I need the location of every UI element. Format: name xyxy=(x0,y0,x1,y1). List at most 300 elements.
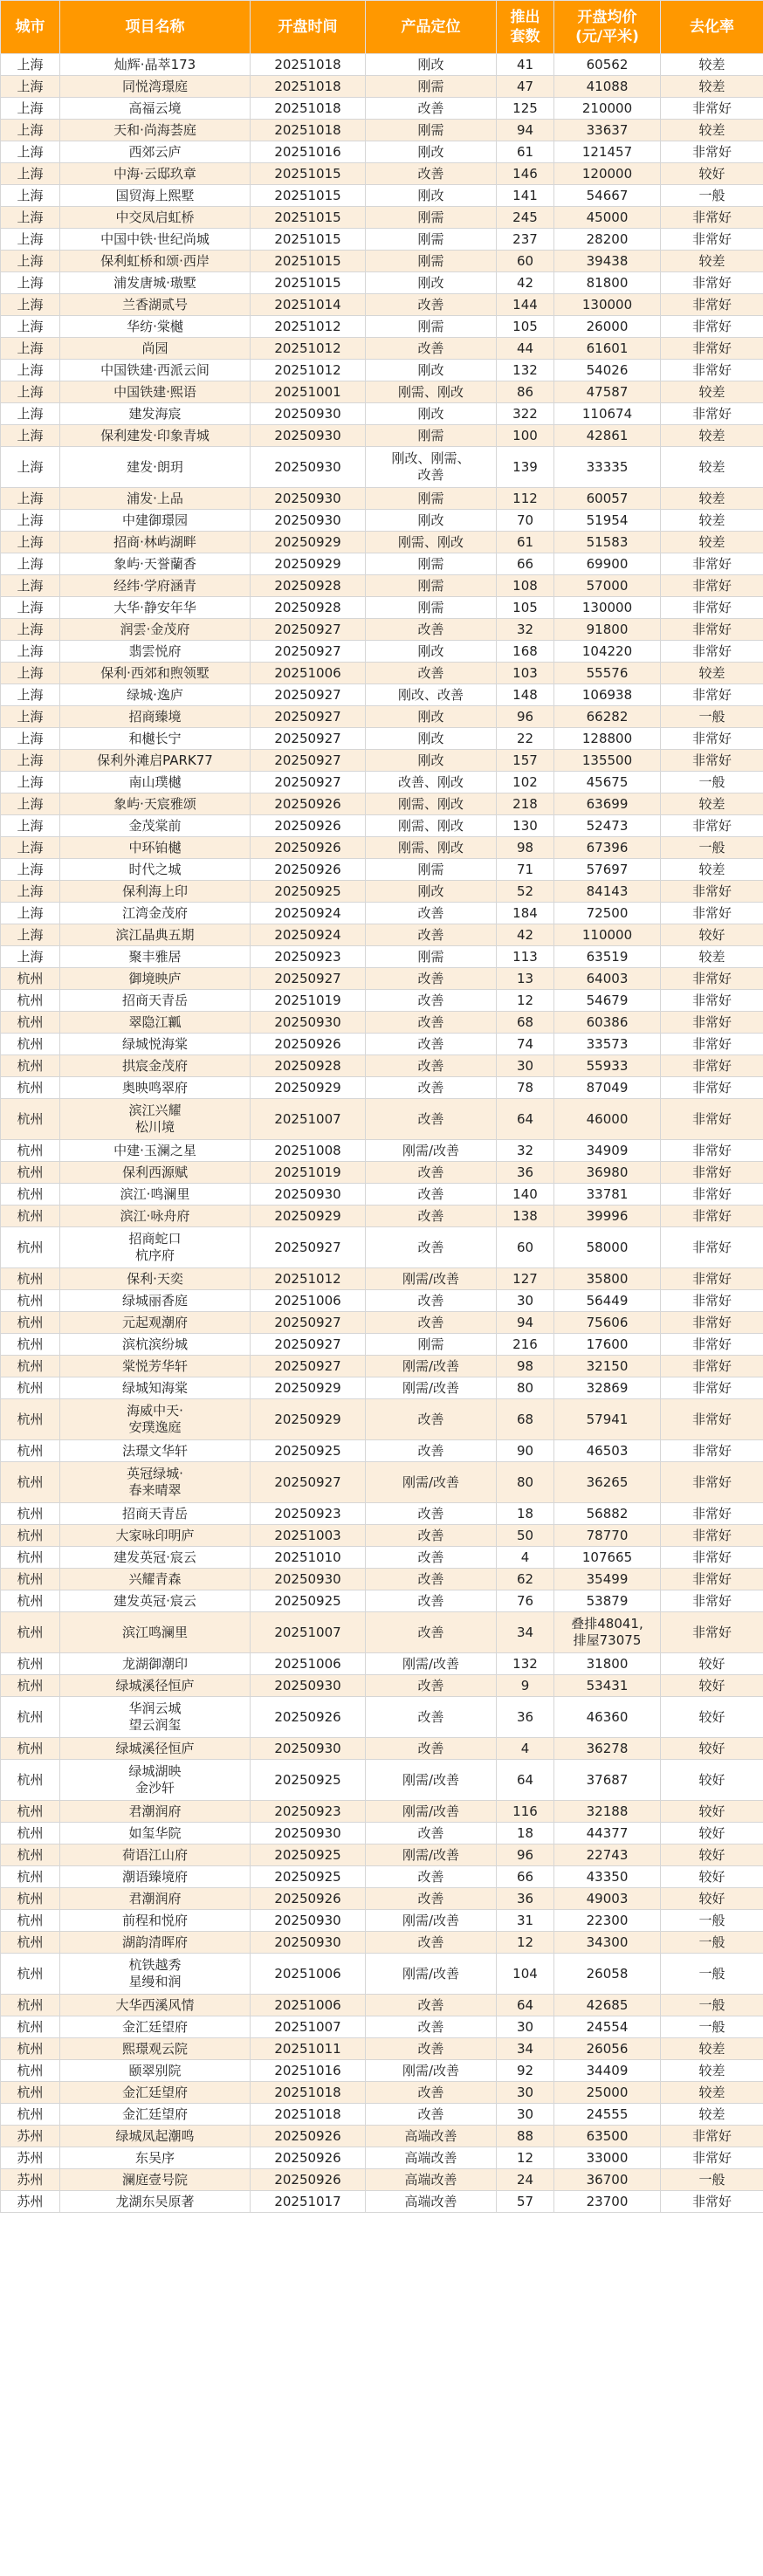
project-name-cell: 颐翠别院 xyxy=(60,2060,251,2082)
opening-date-cell: 20251015 xyxy=(251,251,366,272)
city-cell: 上海 xyxy=(1,881,60,903)
city-cell: 杭州 xyxy=(1,1738,60,1760)
opening-date-cell: 20251019 xyxy=(251,1162,366,1184)
units-cell: 80 xyxy=(497,1462,554,1503)
table-row xyxy=(1,859,763,881)
units-cell: 9 xyxy=(497,1675,554,1697)
table-row xyxy=(1,207,763,229)
rate-cell: 较差 xyxy=(661,381,763,403)
table-row xyxy=(1,425,763,447)
price-cell: 60386 xyxy=(554,1012,661,1034)
table-row xyxy=(1,750,763,772)
positioning-cell: 刚改 xyxy=(366,141,497,163)
rate-cell: 非常好 xyxy=(661,98,763,120)
units-cell: 130 xyxy=(497,815,554,837)
city-cell: 上海 xyxy=(1,316,60,338)
table-row xyxy=(1,1099,763,1140)
positioning-cell: 改善 xyxy=(366,1312,497,1334)
city-cell: 杭州 xyxy=(1,1099,60,1140)
table-row xyxy=(1,946,763,968)
rate-cell: 非常好 xyxy=(661,141,763,163)
units-cell: 88 xyxy=(497,2126,554,2147)
units-cell: 139 xyxy=(497,447,554,488)
header-product-positioning: 产品定位 xyxy=(366,1,497,54)
project-name-cell: 招商天青岳 xyxy=(60,1503,251,1525)
opening-date-cell: 20251019 xyxy=(251,990,366,1012)
positioning-cell: 改善 xyxy=(366,1399,497,1440)
table-row xyxy=(1,706,763,728)
table-row xyxy=(1,1697,763,1738)
rate-cell: 非常好 xyxy=(661,1612,763,1653)
price-cell: 37687 xyxy=(554,1760,661,1801)
project-name-cell: 杭铁越秀 星缦和润 xyxy=(60,1954,251,1995)
project-name-cell: 中国铁建·熙语 xyxy=(60,381,251,403)
city-cell: 杭州 xyxy=(1,1823,60,1844)
city-cell: 上海 xyxy=(1,488,60,510)
price-cell: 26058 xyxy=(554,1954,661,1995)
opening-date-cell: 20251014 xyxy=(251,294,366,316)
units-cell: 108 xyxy=(497,575,554,597)
units-cell: 98 xyxy=(497,837,554,859)
units-cell: 50 xyxy=(497,1525,554,1547)
table-row xyxy=(1,1334,763,1356)
table-row xyxy=(1,1954,763,1995)
table-row xyxy=(1,76,763,98)
table-row xyxy=(1,1356,763,1377)
opening-date-cell: 20250930 xyxy=(251,403,366,425)
city-cell: 杭州 xyxy=(1,1954,60,1995)
rate-cell: 非常好 xyxy=(661,903,763,924)
opening-date-cell: 20250926 xyxy=(251,1034,366,1055)
units-cell: 112 xyxy=(497,488,554,510)
rate-cell: 非常好 xyxy=(661,1547,763,1569)
project-name-cell: 中环铂樾 xyxy=(60,837,251,859)
rate-cell: 较差 xyxy=(661,2038,763,2060)
opening-date-cell: 20250926 xyxy=(251,859,366,881)
price-cell: 35800 xyxy=(554,1268,661,1290)
table-row xyxy=(1,1055,763,1077)
positioning-cell: 刚需/改善 xyxy=(366,1844,497,1866)
header-city: 城市 xyxy=(1,1,60,54)
units-cell: 34 xyxy=(497,1612,554,1653)
opening-date-cell: 20250929 xyxy=(251,1206,366,1227)
units-cell: 148 xyxy=(497,684,554,706)
project-name-cell: 滨杭滨纷城 xyxy=(60,1334,251,1356)
price-cell: 23700 xyxy=(554,2191,661,2213)
city-cell: 杭州 xyxy=(1,1462,60,1503)
positioning-cell: 刚需 xyxy=(366,859,497,881)
project-name-cell: 和樾长宁 xyxy=(60,728,251,750)
city-cell: 上海 xyxy=(1,229,60,251)
positioning-cell: 刚改 xyxy=(366,54,497,76)
city-cell: 苏州 xyxy=(1,2147,60,2169)
table-row xyxy=(1,1801,763,1823)
units-cell: 113 xyxy=(497,946,554,968)
city-cell: 上海 xyxy=(1,141,60,163)
rate-cell: 非常好 xyxy=(661,968,763,990)
units-cell: 146 xyxy=(497,163,554,185)
units-cell: 86 xyxy=(497,381,554,403)
city-cell: 杭州 xyxy=(1,1697,60,1738)
city-cell: 杭州 xyxy=(1,1910,60,1932)
rate-cell: 较好 xyxy=(661,1888,763,1910)
project-name-cell: 大华西溪风情 xyxy=(60,1995,251,2016)
city-cell: 上海 xyxy=(1,815,60,837)
table-row xyxy=(1,447,763,488)
table-row xyxy=(1,1012,763,1034)
project-name-cell: 荷语江山府 xyxy=(60,1844,251,1866)
units-cell: 4 xyxy=(497,1547,554,1569)
units-cell: 66 xyxy=(497,553,554,575)
table-row xyxy=(1,1675,763,1697)
rate-cell: 一般 xyxy=(661,837,763,859)
city-cell: 杭州 xyxy=(1,1569,60,1590)
opening-date-cell: 20251006 xyxy=(251,1290,366,1312)
price-cell: 60057 xyxy=(554,488,661,510)
project-name-cell: 中海·云邸玖章 xyxy=(60,163,251,185)
units-cell: 157 xyxy=(497,750,554,772)
table-row xyxy=(1,2169,763,2191)
price-cell: 22300 xyxy=(554,1910,661,1932)
rate-cell: 非常好 xyxy=(661,360,763,381)
table-row xyxy=(1,903,763,924)
price-cell: 69900 xyxy=(554,553,661,575)
positioning-cell: 刚需/改善 xyxy=(366,1356,497,1377)
opening-date-cell: 20251006 xyxy=(251,1954,366,1995)
project-name-cell: 华纺·棠樾 xyxy=(60,316,251,338)
positioning-cell: 刚需 xyxy=(366,553,497,575)
table-row xyxy=(1,1227,763,1268)
project-name-cell: 浦发·上品 xyxy=(60,488,251,510)
units-cell: 30 xyxy=(497,2016,554,2038)
units-cell: 18 xyxy=(497,1823,554,1844)
city-cell: 杭州 xyxy=(1,990,60,1012)
positioning-cell: 刚需 xyxy=(366,120,497,141)
positioning-cell: 改善 xyxy=(366,1932,497,1954)
project-name-cell: 南山璞樾 xyxy=(60,772,251,793)
positioning-cell: 刚需/改善 xyxy=(366,1801,497,1823)
positioning-cell: 改善 xyxy=(366,1823,497,1844)
opening-date-cell: 20251015 xyxy=(251,272,366,294)
city-cell: 杭州 xyxy=(1,2104,60,2126)
rate-cell: 较差 xyxy=(661,76,763,98)
positioning-cell: 高端改善 xyxy=(366,2191,497,2213)
table-row xyxy=(1,1823,763,1844)
positioning-cell: 改善 xyxy=(366,338,497,360)
units-cell: 64 xyxy=(497,1995,554,2016)
rate-cell: 非常好 xyxy=(661,1055,763,1077)
city-cell: 杭州 xyxy=(1,1184,60,1206)
city-cell: 杭州 xyxy=(1,1653,60,1675)
positioning-cell: 改善 xyxy=(366,1697,497,1738)
price-cell: 75606 xyxy=(554,1312,661,1334)
project-name-cell: 招商臻境 xyxy=(60,706,251,728)
opening-date-cell: 20251018 xyxy=(251,120,366,141)
opening-date-cell: 20250930 xyxy=(251,447,366,488)
rate-cell: 非常好 xyxy=(661,1162,763,1184)
rate-cell: 非常好 xyxy=(661,1206,763,1227)
opening-date-cell: 20250925 xyxy=(251,1760,366,1801)
rate-cell: 非常好 xyxy=(661,1099,763,1140)
positioning-cell: 刚需、刚改 xyxy=(366,793,497,815)
rate-cell: 较差 xyxy=(661,120,763,141)
city-cell: 杭州 xyxy=(1,1034,60,1055)
positioning-cell: 刚改 xyxy=(366,750,497,772)
project-name-cell: 金汇廷望府 xyxy=(60,2082,251,2104)
project-name-cell: 滨江晶典五期 xyxy=(60,924,251,946)
table-row xyxy=(1,381,763,403)
units-cell: 66 xyxy=(497,1866,554,1888)
project-name-cell: 经纬·学府涵青 xyxy=(60,575,251,597)
header-project-name: 项目名称 xyxy=(60,1,251,54)
positioning-cell: 刚需/改善 xyxy=(366,1140,497,1162)
price-cell: 36265 xyxy=(554,1462,661,1503)
price-cell: 54026 xyxy=(554,360,661,381)
price-cell: 33335 xyxy=(554,447,661,488)
opening-date-cell: 20251016 xyxy=(251,2060,366,2082)
positioning-cell: 刚需/改善 xyxy=(366,1760,497,1801)
price-cell: 51954 xyxy=(554,510,661,532)
opening-date-cell: 20251015 xyxy=(251,229,366,251)
project-name-cell: 保利·天奕 xyxy=(60,1268,251,1290)
project-name-cell: 建发·朗玥 xyxy=(60,447,251,488)
opening-date-cell: 20250926 xyxy=(251,2169,366,2191)
units-cell: 30 xyxy=(497,1290,554,1312)
positioning-cell: 刚需 xyxy=(366,946,497,968)
rate-cell: 非常好 xyxy=(661,1312,763,1334)
positioning-cell: 高端改善 xyxy=(366,2169,497,2191)
price-cell: 25000 xyxy=(554,2082,661,2104)
table-row xyxy=(1,1547,763,1569)
project-name-cell: 西郊云庐 xyxy=(60,141,251,163)
table-row xyxy=(1,2082,763,2104)
units-cell: 34 xyxy=(497,2038,554,2060)
price-cell: 56449 xyxy=(554,1290,661,1312)
city-cell: 上海 xyxy=(1,425,60,447)
project-name-cell: 滨江兴耀 松川境 xyxy=(60,1099,251,1140)
units-cell: 71 xyxy=(497,859,554,881)
rate-cell: 非常好 xyxy=(661,2147,763,2169)
units-cell: 92 xyxy=(497,2060,554,2082)
units-cell: 60 xyxy=(497,251,554,272)
opening-date-cell: 20251011 xyxy=(251,2038,366,2060)
price-cell: 87049 xyxy=(554,1077,661,1099)
price-cell: 72500 xyxy=(554,903,661,924)
units-cell: 4 xyxy=(497,1738,554,1760)
table-row xyxy=(1,98,763,120)
price-cell: 78770 xyxy=(554,1525,661,1547)
price-cell: 36700 xyxy=(554,2169,661,2191)
positioning-cell: 改善 xyxy=(366,1547,497,1569)
opening-date-cell: 20251016 xyxy=(251,141,366,163)
positioning-cell: 改善 xyxy=(366,2038,497,2060)
opening-date-cell: 20250930 xyxy=(251,1184,366,1206)
table-row xyxy=(1,1910,763,1932)
price-cell: 135500 xyxy=(554,750,661,772)
rate-cell: 较好 xyxy=(661,163,763,185)
project-name-cell: 绿城知海棠 xyxy=(60,1377,251,1399)
project-name-cell: 金汇廷望府 xyxy=(60,2016,251,2038)
project-name-cell: 大华·静安年华 xyxy=(60,597,251,619)
units-cell: 104 xyxy=(497,1954,554,1995)
city-cell: 杭州 xyxy=(1,1547,60,1569)
project-name-cell: 高福云境 xyxy=(60,98,251,120)
price-cell: 58000 xyxy=(554,1227,661,1268)
price-cell: 36278 xyxy=(554,1738,661,1760)
units-cell: 32 xyxy=(497,1140,554,1162)
city-cell: 上海 xyxy=(1,946,60,968)
opening-date-cell: 20251007 xyxy=(251,1612,366,1653)
opening-date-cell: 20250926 xyxy=(251,815,366,837)
opening-date-cell: 20251018 xyxy=(251,54,366,76)
table-row xyxy=(1,338,763,360)
positioning-cell: 刚需/改善 xyxy=(366,1653,497,1675)
city-cell: 上海 xyxy=(1,185,60,207)
rate-cell: 较差 xyxy=(661,2060,763,2082)
price-cell: 106938 xyxy=(554,684,661,706)
price-cell: 41088 xyxy=(554,76,661,98)
units-cell: 216 xyxy=(497,1334,554,1356)
price-cell: 46503 xyxy=(554,1440,661,1462)
table-row xyxy=(1,1162,763,1184)
price-cell: 26056 xyxy=(554,2038,661,2060)
opening-date-cell: 20250927 xyxy=(251,1462,366,1503)
table-row xyxy=(1,575,763,597)
positioning-cell: 改善 xyxy=(366,1012,497,1034)
opening-date-cell: 20251006 xyxy=(251,663,366,684)
project-name-cell: 君潮润府 xyxy=(60,1801,251,1823)
opening-date-cell: 20250926 xyxy=(251,1697,366,1738)
rate-cell: 一般 xyxy=(661,2016,763,2038)
units-cell: 36 xyxy=(497,1697,554,1738)
project-name-cell: 元起观潮府 xyxy=(60,1312,251,1334)
price-cell: 46360 xyxy=(554,1697,661,1738)
opening-date-cell: 20250930 xyxy=(251,1675,366,1697)
project-name-cell: 翡雲悦府 xyxy=(60,641,251,663)
table-row xyxy=(1,1569,763,1590)
city-cell: 杭州 xyxy=(1,2038,60,2060)
price-cell: 39996 xyxy=(554,1206,661,1227)
positioning-cell: 改善 xyxy=(366,163,497,185)
positioning-cell: 刚需/改善 xyxy=(366,1377,497,1399)
price-cell: 104220 xyxy=(554,641,661,663)
opening-date-cell: 20250930 xyxy=(251,1932,366,1954)
positioning-cell: 改善 xyxy=(366,1055,497,1077)
table-row xyxy=(1,1462,763,1503)
opening-date-cell: 20251007 xyxy=(251,2016,366,2038)
city-cell: 杭州 xyxy=(1,2060,60,2082)
table-row xyxy=(1,815,763,837)
rate-cell: 较差 xyxy=(661,251,763,272)
opening-date-cell: 20250930 xyxy=(251,1569,366,1590)
units-cell: 184 xyxy=(497,903,554,924)
opening-date-cell: 20250929 xyxy=(251,1377,366,1399)
project-name-cell: 如玺华院 xyxy=(60,1823,251,1844)
positioning-cell: 高端改善 xyxy=(366,2147,497,2169)
opening-date-cell: 20250927 xyxy=(251,619,366,641)
project-name-cell: 海威中天· 安璞逸庭 xyxy=(60,1399,251,1440)
table-row xyxy=(1,2060,763,2082)
opening-date-cell: 20250925 xyxy=(251,1844,366,1866)
units-cell: 98 xyxy=(497,1356,554,1377)
positioning-cell: 改善 xyxy=(366,1590,497,1612)
positioning-cell: 刚需/改善 xyxy=(366,1462,497,1503)
project-name-cell: 绿城湖映 金沙轩 xyxy=(60,1760,251,1801)
opening-date-cell: 20250929 xyxy=(251,1399,366,1440)
positioning-cell: 刚需/改善 xyxy=(366,1910,497,1932)
city-cell: 上海 xyxy=(1,684,60,706)
project-name-cell: 国贸海上熙墅 xyxy=(60,185,251,207)
units-cell: 96 xyxy=(497,1844,554,1866)
project-name-cell: 绿城悦海棠 xyxy=(60,1034,251,1055)
opening-date-cell: 20250930 xyxy=(251,1012,366,1034)
price-cell: 57000 xyxy=(554,575,661,597)
positioning-cell: 刚改、刚需、 改善 xyxy=(366,447,497,488)
price-cell: 46000 xyxy=(554,1099,661,1140)
rate-cell: 一般 xyxy=(661,185,763,207)
units-cell: 140 xyxy=(497,1184,554,1206)
price-cell: 54667 xyxy=(554,185,661,207)
units-cell: 132 xyxy=(497,360,554,381)
rate-cell: 较好 xyxy=(661,924,763,946)
rate-cell: 一般 xyxy=(661,706,763,728)
rate-cell: 一般 xyxy=(661,1954,763,1995)
table-row xyxy=(1,316,763,338)
table-row xyxy=(1,2191,763,2213)
city-cell: 杭州 xyxy=(1,1268,60,1290)
project-name-cell: 金汇廷望府 xyxy=(60,2104,251,2126)
opening-date-cell: 20250925 xyxy=(251,1440,366,1462)
rate-cell: 非常好 xyxy=(661,1399,763,1440)
opening-date-cell: 20250925 xyxy=(251,1866,366,1888)
table-row xyxy=(1,2147,763,2169)
table-row xyxy=(1,1760,763,1801)
project-name-cell: 大家咏印明庐 xyxy=(60,1525,251,1547)
positioning-cell: 改善 xyxy=(366,1569,497,1590)
rate-cell: 非常好 xyxy=(661,728,763,750)
price-cell: 36980 xyxy=(554,1162,661,1184)
city-cell: 杭州 xyxy=(1,1055,60,1077)
city-cell: 杭州 xyxy=(1,1334,60,1356)
rate-cell: 较差 xyxy=(661,2082,763,2104)
project-name-cell: 兴耀青森 xyxy=(60,1569,251,1590)
city-cell: 上海 xyxy=(1,837,60,859)
positioning-cell: 刚改 xyxy=(366,272,497,294)
rate-cell: 较差 xyxy=(661,54,763,76)
rate-cell: 非常好 xyxy=(661,272,763,294)
city-cell: 杭州 xyxy=(1,1503,60,1525)
price-cell: 32150 xyxy=(554,1356,661,1377)
project-name-cell: 招商·林屿湖畔 xyxy=(60,532,251,553)
rate-cell: 较好 xyxy=(661,1844,763,1866)
positioning-cell: 刚需 xyxy=(366,425,497,447)
units-cell: 30 xyxy=(497,2104,554,2126)
city-cell: 上海 xyxy=(1,924,60,946)
rate-cell: 非常好 xyxy=(661,990,763,1012)
price-cell: 60562 xyxy=(554,54,661,76)
city-cell: 苏州 xyxy=(1,2191,60,2213)
city-cell: 杭州 xyxy=(1,1012,60,1034)
positioning-cell: 改善 xyxy=(366,2104,497,2126)
project-name-cell: 御境映庐 xyxy=(60,968,251,990)
opening-date-cell: 20250927 xyxy=(251,772,366,793)
positioning-cell: 改善 xyxy=(366,663,497,684)
rate-cell: 非常好 xyxy=(661,229,763,251)
opening-date-cell: 20250930 xyxy=(251,425,366,447)
table-row xyxy=(1,1034,763,1055)
table-row xyxy=(1,1590,763,1612)
positioning-cell: 改善 xyxy=(366,1738,497,1760)
